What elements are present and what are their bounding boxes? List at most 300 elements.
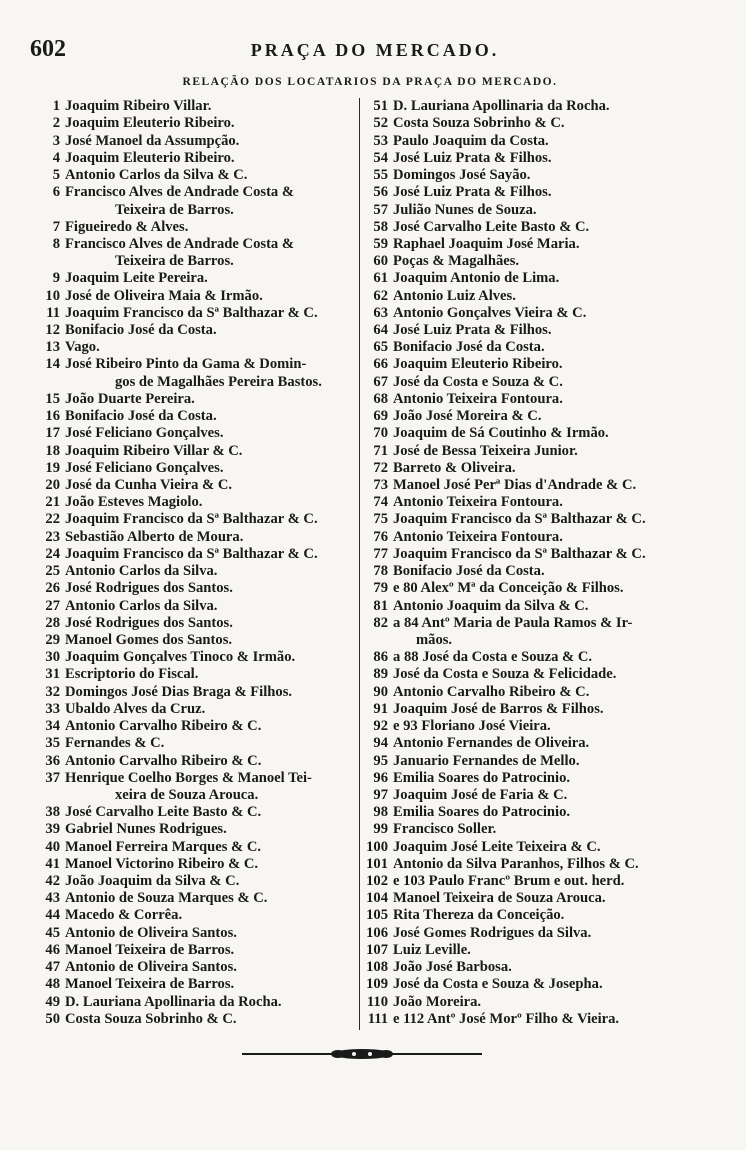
tenant-name: João Moreira. — [393, 994, 482, 1010]
tenant-name: José Carvalho Leite Basto & C. — [393, 219, 590, 235]
right-list-item — [364, 890, 709, 907]
stall-number: 78 — [373, 563, 388, 580]
stall-number: 57 — [373, 201, 388, 218]
left-list-item — [26, 925, 356, 942]
stall-number: 102 — [366, 873, 388, 890]
left-list-item — [26, 838, 356, 855]
tenant-name: José Feliciano Gonçalves. — [65, 460, 224, 476]
tenant-name: Manoel Teixeira de Barros. — [65, 977, 235, 992]
tenant-name: João Esteves Magiolo. — [65, 495, 203, 510]
left-list-item — [26, 632, 356, 649]
tenant-name: Joaquim Francisco da Sª Balthazar & C. — [65, 305, 318, 321]
right-list-item — [364, 787, 709, 804]
stall-number: 2 — [52, 115, 60, 132]
tenant-name: Domingos José Dias Braga & Filhos. — [65, 684, 293, 700]
left-list-item — [26, 907, 356, 924]
right-list-item — [364, 477, 709, 494]
stall-number: 43 — [45, 890, 60, 907]
stall-number: 53 — [373, 132, 388, 149]
stall-number: 109 — [366, 976, 388, 993]
tenant-name: José Luiz Prata & Filhos. — [393, 185, 552, 200]
stall-number: 47 — [45, 959, 60, 976]
stall-number: 13 — [45, 339, 60, 356]
left-list-item — [26, 132, 356, 149]
right-list-item — [364, 150, 709, 167]
tenant-name: Teixeira de Barros. — [115, 202, 234, 218]
left-list-item — [26, 270, 356, 287]
tenant-name: Joaquim Antonio de Lima. — [393, 271, 560, 286]
left-list-item — [26, 374, 356, 391]
tenant-name: Antonio de Oliveira Santos. — [65, 960, 237, 975]
tenant-name: Bonifacio José da Costa. — [393, 564, 545, 579]
right-column-list — [364, 98, 709, 1028]
stall-number: 17 — [45, 425, 60, 442]
right-list-item — [364, 184, 709, 201]
tenant-name: José da Costa e Souza & C. — [393, 374, 563, 390]
stall-number: 101 — [366, 855, 388, 872]
tenant-name: Joaquim Francisco da Sª Balthazar & C. — [65, 512, 318, 528]
stall-number: 67 — [373, 373, 388, 390]
left-list-item — [26, 683, 356, 700]
stall-number: 40 — [45, 838, 60, 855]
stall-number: 29 — [45, 631, 60, 648]
right-list-item — [364, 408, 709, 425]
tenant-name: e 112 Antº José Morº Filho & Vieira. — [393, 1011, 620, 1027]
left-list-item — [26, 442, 356, 459]
stall-number: 81 — [373, 597, 388, 614]
left-list-item — [26, 236, 356, 253]
stall-number: 11 — [46, 304, 60, 321]
left-list-item — [26, 856, 356, 873]
tenant-name: Joaquim Gonçalves Tinoco & Irmão. — [65, 650, 296, 665]
stall-number: 48 — [45, 976, 60, 993]
tenant-name: Antonio Carvalho Ribeiro & C. — [65, 753, 262, 769]
tenant-name: Antonio Teixeira Fontoura. — [393, 391, 563, 407]
left-list-item — [26, 718, 356, 735]
tenant-name: Manoel Victorino Ribeiro & C. — [65, 856, 259, 872]
stall-number: 22 — [45, 511, 60, 528]
stall-number: 18 — [45, 442, 60, 459]
tenant-name: Antonio Teixeira Fontoura. — [393, 529, 563, 545]
tenant-name: Joaquim de Sá Coutinho & Irmão. — [393, 426, 609, 441]
right-list-item — [364, 270, 709, 287]
tenant-name: Fernandes & C. — [65, 736, 165, 751]
stall-number: 62 — [373, 287, 388, 304]
right-list-item — [364, 339, 709, 356]
right-list-item — [364, 391, 709, 408]
stall-number: 39 — [45, 821, 60, 838]
tenant-name: Joaquim Eleuterio Ribeiro. — [393, 357, 563, 373]
stall-number: 64 — [373, 322, 388, 339]
tenant-name: Joaquim Leite Pereira. — [65, 271, 208, 286]
stall-number: 95 — [373, 752, 388, 769]
stall-number: 70 — [373, 425, 388, 442]
tenant-name: Manoel Teixeira de Souza Arouca. — [393, 891, 606, 906]
stall-number: 79 — [373, 580, 388, 597]
stall-number: 33 — [45, 700, 60, 717]
tenant-name: José Luiz Prata & Filhos. — [393, 150, 552, 166]
left-list-item — [26, 201, 356, 218]
tenant-name: Luiz Leville. — [393, 942, 471, 958]
right-list-item — [364, 770, 709, 787]
tenant-name: Bonifacio José da Costa. — [65, 409, 217, 424]
tenant-name: e 80 Alexº Mª da Conceição & Filhos. — [393, 581, 624, 596]
stall-number: 65 — [373, 339, 388, 356]
stall-number: 82 — [373, 614, 388, 631]
tenant-name: Antonio de Souza Marques & C. — [65, 891, 268, 906]
stall-number: 99 — [373, 821, 388, 838]
tenant-name: Antonio Carlos da Silva. — [65, 598, 218, 614]
right-list-item — [364, 597, 709, 614]
left-list-item — [26, 615, 356, 632]
right-list-item — [364, 615, 709, 632]
right-list-item — [364, 873, 709, 890]
stall-number: 34 — [45, 718, 60, 735]
tenant-name: José de Bessa Teixeira Junior. — [393, 443, 578, 459]
tenant-name: Joaquim Francisco da Sª Balthazar & C. — [393, 512, 646, 528]
tenant-name: Januario Fernandes de Mello. — [393, 753, 580, 769]
right-list-item — [364, 287, 709, 304]
end-ornament — [242, 1047, 482, 1061]
stall-number: 71 — [373, 442, 388, 459]
stall-number: 75 — [373, 511, 388, 528]
left-list-item — [26, 322, 356, 339]
stall-number: 7 — [52, 218, 60, 235]
left-column-list — [26, 98, 356, 1028]
tenant-name: José da Costa e Souza & Josepha. — [393, 977, 603, 992]
stall-number: 59 — [373, 235, 388, 252]
left-list-item — [26, 597, 356, 614]
tenant-name: Vago. — [65, 340, 100, 355]
left-list-item — [26, 98, 356, 115]
tenant-name: João José Barbosa. — [393, 960, 512, 975]
tenant-name: Antonio Carlos da Silva & C. — [65, 168, 248, 183]
right-list-item — [364, 735, 709, 752]
right-list-item — [364, 580, 709, 597]
tenant-name: Antonio Carvalho Ribeiro & C. — [393, 684, 590, 700]
tenant-name: Antonio Gonçalves Vieira & C. — [393, 305, 587, 321]
right-list-item — [364, 907, 709, 924]
left-list-item — [26, 356, 356, 373]
right-list-item — [364, 649, 709, 666]
stall-number: 74 — [373, 494, 388, 511]
tenant-name: José de Oliveira Maia & Irmão. — [65, 288, 263, 304]
tenant-name: Costa Souza Sobrinho & C. — [393, 116, 565, 132]
right-list-item — [364, 442, 709, 459]
stall-number: 108 — [366, 959, 388, 976]
stall-number: 32 — [45, 683, 60, 700]
tenant-name: Macedo & Corrêa. — [65, 908, 183, 924]
stall-number: 8 — [52, 235, 60, 252]
right-list-item — [364, 942, 709, 959]
right-list-item — [364, 115, 709, 132]
stall-number: 77 — [373, 545, 388, 562]
right-list-item — [364, 494, 709, 511]
stall-number: 107 — [366, 941, 388, 958]
page-header — [30, 36, 720, 66]
column-divider — [359, 98, 360, 1030]
tenant-name: Joaquim Francisco da Sª Balthazar & C. — [393, 546, 646, 562]
tenant-name: Manoel Teixeira de Barros. — [65, 942, 235, 958]
stall-number: 31 — [45, 666, 60, 683]
left-list-item — [26, 787, 356, 804]
right-list-item — [364, 322, 709, 339]
stall-number: 50 — [45, 1010, 60, 1027]
tenant-name: Antonio de Oliveira Santos. — [65, 925, 237, 941]
stall-number: 58 — [373, 218, 388, 235]
tenant-name: José da Costa e Souza & Felicidade. — [393, 667, 617, 683]
stall-number: 96 — [373, 769, 388, 786]
right-list-item — [364, 98, 709, 115]
right-list-item — [364, 460, 709, 477]
tenant-name: Manoel José Perª Dias d'Andrade & C. — [393, 478, 637, 493]
left-list-item — [26, 184, 356, 201]
tenant-name: José da Cunha Vieira & C. — [65, 478, 233, 493]
tenant-name: Joaquim Eleuterio Ribeiro. — [65, 150, 235, 166]
left-list-item — [26, 391, 356, 408]
stall-number: 9 — [52, 270, 60, 287]
tenant-name: José Gomes Rodrigues da Silva. — [393, 925, 592, 941]
left-list-item — [26, 477, 356, 494]
tenant-name: Joaquim Francisco da Sª Balthazar & C. — [65, 546, 318, 562]
right-list-item — [364, 1011, 709, 1028]
tenant-name: D. Lauriana Apollinaria da Rocha. — [393, 99, 610, 114]
left-list-item — [26, 528, 356, 545]
tenant-name: Paulo Joaquim da Costa. — [393, 133, 549, 149]
tenant-name: Costa Souza Sobrinho & C. — [65, 1011, 237, 1027]
stall-number: 68 — [373, 390, 388, 407]
tenant-name: José Carvalho Leite Basto & C. — [65, 805, 262, 820]
right-list-item — [364, 804, 709, 821]
tenant-name: João José Moreira & C. — [393, 409, 542, 424]
right-list-item — [364, 976, 709, 993]
tenant-name: Antonio Carvalho Ribeiro & C. — [65, 719, 262, 734]
stall-number: 60 — [373, 253, 388, 270]
stall-number: 69 — [373, 408, 388, 425]
stall-number: 4 — [52, 149, 60, 166]
stall-number: 76 — [373, 528, 388, 545]
tenant-name: Antonio Teixeira Fontoura. — [393, 495, 563, 510]
left-list-item — [26, 942, 356, 959]
right-list-item — [364, 511, 709, 528]
left-list-item — [26, 563, 356, 580]
tenant-name: Antonio Joaquim da Silva & C. — [393, 598, 589, 614]
stall-number: 110 — [366, 993, 388, 1010]
running-title: PRAÇA DO MERCADO. — [250, 40, 500, 60]
left-list-item — [26, 701, 356, 718]
right-list-item — [364, 546, 709, 563]
left-list-item — [26, 735, 356, 752]
stall-number: 73 — [373, 477, 388, 494]
tenant-name: Antonio Fernandes de Oliveira. — [393, 736, 590, 751]
right-list-item — [364, 993, 709, 1010]
tenant-name: Manoel Ferreira Marques & C. — [65, 839, 262, 855]
tenant-name: Joaquim José de Barros & Filhos. — [393, 701, 604, 717]
left-list-item — [26, 873, 356, 890]
left-list-item — [26, 511, 356, 528]
right-list-item — [364, 528, 709, 545]
left-list-item — [26, 649, 356, 666]
tenant-name: José Ribeiro Pinto da Gama & Domin- — [65, 357, 307, 373]
stall-number: 6 — [52, 184, 60, 201]
tenant-name: Ubaldo Alves da Cruz. — [65, 701, 206, 717]
section-subtitle: RELAÇÃO DOS LOCATARIOS DA PRAÇA DO MERCADO. — [182, 76, 558, 88]
tenant-name: Barreto & Oliveira. — [393, 460, 516, 476]
stall-number: 41 — [45, 855, 60, 872]
stall-number: 92 — [373, 718, 388, 735]
tenant-name: Antonio da Silva Paranhos, Filhos & C. — [393, 856, 639, 872]
left-list-item — [26, 752, 356, 769]
right-list-item — [364, 236, 709, 253]
stall-number: 36 — [45, 752, 60, 769]
stall-number: 28 — [45, 614, 60, 631]
left-list-item — [26, 804, 356, 821]
left-list-item — [26, 976, 356, 993]
stall-number: 72 — [373, 459, 388, 476]
right-list-item — [364, 201, 709, 218]
tenant-name: gos de Magalhães Pereira Bastos. — [115, 374, 322, 390]
stall-number: 51 — [373, 98, 388, 115]
tenant-name: Bonifacio José da Costa. — [65, 323, 217, 338]
tenant-name: Bonifacio José da Costa. — [393, 340, 545, 355]
tenant-name: Joaquim Ribeiro Villar & C. — [65, 443, 243, 459]
stall-number: 12 — [45, 322, 60, 339]
stall-number: 42 — [45, 873, 60, 890]
right-list-item — [364, 132, 709, 149]
stall-number: 54 — [373, 149, 388, 166]
tenant-name: Antonio Carlos da Silva. — [65, 564, 218, 579]
tenant-name: João Joaquim da Silva & C. — [65, 874, 240, 889]
stall-number: 46 — [45, 941, 60, 958]
left-list-item — [26, 305, 356, 322]
tenant-name: Joaquim José Leite Teixeira & C. — [393, 839, 601, 855]
stall-number: 27 — [45, 597, 60, 614]
right-list-item — [364, 683, 709, 700]
tenant-name: Raphael Joaquim José Maria. — [393, 236, 580, 252]
tenant-name: e 93 Floriano José Vieira. — [393, 719, 551, 734]
tenant-name: xeira de Souza Arouca. — [115, 787, 259, 803]
stall-number: 45 — [45, 924, 60, 941]
left-list-item — [26, 580, 356, 597]
stall-number: 66 — [373, 356, 388, 373]
stall-number: 44 — [45, 907, 60, 924]
tenant-name: Joaquim Ribeiro Villar. — [65, 99, 212, 114]
left-list-item — [26, 425, 356, 442]
left-list-item — [26, 993, 356, 1010]
tenant-name: Julião Nunes de Souza. — [393, 202, 537, 218]
left-list-item — [26, 890, 356, 907]
tenant-name: José Luiz Prata & Filhos. — [393, 323, 552, 338]
right-list-item — [364, 305, 709, 322]
stall-number: 97 — [373, 786, 388, 803]
stall-number: 16 — [45, 408, 60, 425]
stall-number: 21 — [45, 494, 60, 511]
tenant-name: José Rodrigues dos Santos. — [65, 615, 233, 631]
stall-number: 61 — [373, 270, 388, 287]
stall-number: 100 — [366, 838, 388, 855]
stall-number: 104 — [366, 890, 388, 907]
tenant-name: Francisco Alves de Andrade Costa & — [65, 236, 295, 252]
left-list-item — [26, 494, 356, 511]
left-list-item — [26, 1011, 356, 1028]
stall-number: 52 — [373, 115, 388, 132]
tenant-name: Manoel Gomes dos Santos. — [65, 632, 233, 648]
stall-number: 86 — [373, 649, 388, 666]
stall-number: 25 — [45, 563, 60, 580]
right-list-item — [364, 701, 709, 718]
tenant-name: Teixeira de Barros. — [115, 254, 234, 269]
stall-number: 56 — [373, 184, 388, 201]
right-list-item — [364, 253, 709, 270]
stall-number: 55 — [373, 167, 388, 184]
stall-number: 10 — [45, 287, 60, 304]
tenant-name: Escriptorio do Fiscal. — [65, 667, 199, 683]
tenant-name: Henrique Coelho Borges & Manoel Tei- — [65, 770, 312, 786]
left-list-item — [26, 821, 356, 838]
stall-number: 98 — [373, 804, 388, 821]
stall-number: 14 — [45, 356, 60, 373]
tenant-name: Domingos José Sayão. — [393, 168, 531, 183]
stall-number: 63 — [373, 304, 388, 321]
left-list-item — [26, 546, 356, 563]
right-list-item — [364, 856, 709, 873]
right-list-item — [364, 563, 709, 580]
stall-number: 3 — [52, 132, 60, 149]
tenant-name: D. Lauriana Apollinaria da Rocha. — [65, 994, 282, 1010]
right-list-item — [364, 632, 709, 649]
stall-number: 24 — [45, 545, 60, 562]
right-list-item — [364, 925, 709, 942]
stall-number: 106 — [366, 924, 388, 941]
left-list-item — [26, 253, 356, 270]
tenant-name: José Feliciano Gonçalves. — [65, 426, 224, 441]
right-list-item — [364, 718, 709, 735]
tenant-name: Poças & Magalhães. — [393, 254, 520, 269]
left-list-item — [26, 219, 356, 236]
stall-number: 5 — [52, 167, 60, 184]
tenant-name: a 84 Antº Maria de Paula Ramos & Ir- — [393, 615, 633, 631]
stall-number: 1 — [52, 98, 60, 115]
stall-number: 49 — [45, 993, 60, 1010]
right-list-item — [364, 821, 709, 838]
right-list-item — [364, 167, 709, 184]
stall-number: 37 — [45, 769, 60, 786]
right-list-item — [364, 219, 709, 236]
tenant-name: João Duarte Pereira. — [65, 391, 195, 407]
tenant-name: Francisco Soller. — [393, 822, 497, 837]
tenant-name: Figueiredo & Alves. — [65, 219, 189, 235]
tenant-name: Francisco Alves de Andrade Costa & — [65, 185, 295, 200]
right-list-item — [364, 752, 709, 769]
stall-number: 105 — [366, 907, 388, 924]
stall-number: 23 — [45, 528, 60, 545]
stall-number: 111 — [367, 1010, 388, 1027]
left-list-item — [26, 167, 356, 184]
stall-number: 89 — [373, 666, 388, 683]
tenant-name: e 103 Paulo Francº Brum e out. herd. — [393, 874, 625, 889]
stall-number: 19 — [45, 459, 60, 476]
right-list-item — [364, 838, 709, 855]
stall-number: 15 — [45, 390, 60, 407]
tenant-name: Emilia Soares do Patrocinio. — [393, 805, 571, 820]
tenant-name: Gabriel Nunes Rodrigues. — [65, 822, 227, 837]
stall-number: 94 — [373, 735, 388, 752]
stall-number: 26 — [45, 580, 60, 597]
stall-number: 35 — [45, 735, 60, 752]
tenant-name: Rita Thereza da Conceição. — [393, 908, 565, 924]
stall-number: 91 — [373, 700, 388, 717]
right-list-item — [364, 425, 709, 442]
